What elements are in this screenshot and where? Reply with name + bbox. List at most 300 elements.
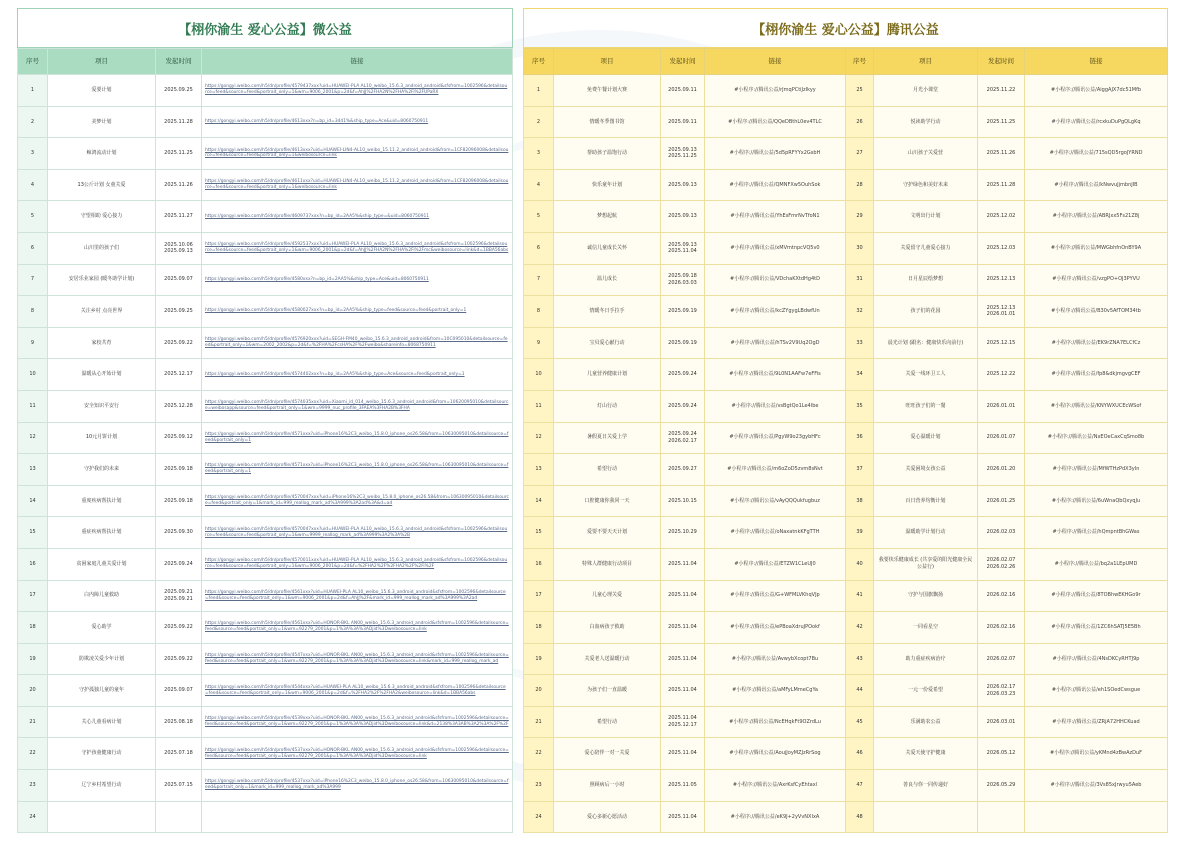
project-link[interactable] xyxy=(202,801,513,833)
start-date: 2025.08.18 xyxy=(156,706,202,738)
project-link[interactable]: #小程序://腾讯公益/rcxkuDuPgQLgKq xyxy=(1025,106,1168,138)
project-link[interactable]: https://gongyi.weibo.com/h5/dn/profile/4574035xxx?uid=Xiaomi_id_014_weibo_15.6.3_android_android&from=10620095010&detailsource=weibosapp&source=feed&portrait_only=1&wm=9999_nuc_profile_3FAEA%3FHA2B%3FHA xyxy=(202,390,513,422)
table-row xyxy=(18,517,513,549)
project-name: 温暖从心开始计划 xyxy=(48,359,156,391)
table-row xyxy=(524,548,1168,580)
table-row xyxy=(18,106,513,138)
header-project: 项目 xyxy=(48,49,156,75)
row-number: 12 xyxy=(524,422,554,454)
row-number: 2 xyxy=(524,106,554,138)
project-link[interactable]: #小程序://腾讯公益/kNwvuJjmbnJIB xyxy=(1025,169,1168,201)
project-name: 温儿成长 xyxy=(554,264,661,296)
start-date: 2025.11.26 xyxy=(156,169,202,201)
row-number: 12 xyxy=(18,422,48,454)
project-link[interactable]: #小程序://腾讯公益/rJmqPCtiJzIkyy xyxy=(705,75,846,107)
row-number: 24 xyxy=(524,801,554,833)
table-row xyxy=(18,738,513,770)
row-number: 4 xyxy=(18,169,48,201)
project-link[interactable]: #小程序://腾讯公益/eh1SOedCwsgue xyxy=(1025,675,1168,707)
header-date: 发起时间 xyxy=(661,49,705,75)
project-link[interactable]: #小程序://腾讯公益/oNaxatnkKFgTTH xyxy=(705,517,846,549)
table-row xyxy=(18,612,513,644)
start-date: 2025.09.18 xyxy=(156,485,202,517)
start-date: 2025.11.27 xyxy=(156,201,202,233)
row-number: 37 xyxy=(846,454,874,486)
start-date: 2025.12.03 xyxy=(978,232,1025,264)
project-name: 爱要计划 xyxy=(48,75,156,107)
start-date: 2025.09.24 2026.02.17 xyxy=(661,422,705,454)
row-number: 36 xyxy=(846,422,874,454)
project-name: 暑假夏日关爱上学 xyxy=(554,422,661,454)
row-number: 32 xyxy=(846,296,874,328)
table-row xyxy=(18,327,513,359)
project-link[interactable]: #小程序://腾讯公益/aMFyLMmeCgYa xyxy=(705,675,846,707)
project-link[interactable]: #小程序://腾讯公益/yKMnd4zBwAzDuF xyxy=(1025,738,1168,770)
table-row xyxy=(524,706,1168,738)
start-date: 2025.11.28 xyxy=(156,106,202,138)
project-name: 爱心温暖计划 xyxy=(874,422,978,454)
header-no: 序号 xyxy=(18,49,48,75)
start-date: 2026.05.29 xyxy=(978,770,1025,802)
row-number: 29 xyxy=(846,201,874,233)
project-link[interactable]: https://gongyi.weibo.com/h5/dn/profile/4544xxx?uid=HUAWEI-PLA AL10_weibo_15.6.3_android_android&sfsfrom=1002596&detailsource=feed&source=feed&portrait_only=1&wm=9006_2001&p=2d&f=%2FHA2%2F%2FHA2&weibosource=link&d=1BBA56abs xyxy=(202,675,513,707)
header-link: 链接 xyxy=(705,49,846,75)
row-number: 39 xyxy=(846,517,874,549)
row-number: 9 xyxy=(524,327,554,359)
project-name: 10元月饼计划 xyxy=(48,422,156,454)
project-link[interactable]: #小程序://腾讯公益/MfWTHzPdX3yIn xyxy=(1025,454,1168,486)
table-row xyxy=(524,169,1168,201)
project-link[interactable]: #小程序://腾讯公益/vAyQQQukfugbuz xyxy=(705,485,846,517)
weibo-panel-title: 【栩你渝生 爱心公益】微公益 xyxy=(17,8,513,48)
weibo-panel xyxy=(17,8,513,833)
project-name: 文明出行计划 xyxy=(874,201,978,233)
row-number: 30 xyxy=(846,232,874,264)
table-row xyxy=(524,738,1168,770)
project-link[interactable]: #小程序://腾讯公益/fp8&dkjmgvgCEF xyxy=(1025,359,1168,391)
project-link[interactable]: https://gongyi.weibo.com/h5/dn/profile/4576920xxx?uid=SEGH-FM40_weibo_15.6.3_android_android&from=10C095010&detailsource=feed&portrait_only=1&wm=2002_2002&p=2d&f=%2FHA%2FcsHA%2F%2Fweibo&shareinfo=8068750911 xyxy=(202,327,513,359)
table-row xyxy=(18,548,513,580)
project-name: 美梦计划 xyxy=(48,106,156,138)
start-date: 2025.09.22 xyxy=(156,327,202,359)
start-date: 2026.01.25 xyxy=(978,485,1025,517)
start-date: 2025.09.07 xyxy=(156,675,202,707)
row-number: 47 xyxy=(846,770,874,802)
project-link[interactable]: #小程序://腾讯公益/vzgPO+OJ3PYVU xyxy=(1025,264,1168,296)
start-date: 2025.11.04 xyxy=(661,612,705,644)
start-date: 2025.11.04 xyxy=(661,580,705,612)
weibo-table xyxy=(17,48,513,833)
project-link[interactable]: #小程序://腾讯公益/hQmpntBhGWas xyxy=(1025,517,1168,549)
project-link[interactable]: #小程序://腾讯公益/vsBgtQo1Le4Ibe xyxy=(705,390,846,422)
row-number: 38 xyxy=(846,485,874,517)
project-name: 辽宁乡村希望行动 xyxy=(48,770,156,802)
project-link[interactable]: #小程序://腾讯公益/3Vs85xJrwyu5Aeb xyxy=(1025,770,1168,802)
start-date: 2025.09.24 xyxy=(661,390,705,422)
project-name: 关注乡村 点亮世界 xyxy=(48,296,156,328)
project-link[interactable]: https://gongyi.weibo.com/h5/dn/profile/4537xxx?uid=HONOR-BKL AN00_weibo_15.6.3_android_android&sfsfrom=1002596&detailsource=feed&source=feed&portrait_only=1&wm=92279_2001&p=1%3A%3A%3ADjid%3Dweibosource=link xyxy=(202,738,513,770)
row-number: 6 xyxy=(524,232,554,264)
table-row xyxy=(524,422,1168,454)
row-number: 21 xyxy=(18,706,48,738)
project-link[interactable]: #小程序://腾讯公益/bq2a1LEpUMD xyxy=(1025,548,1168,580)
start-date: 2025.09.25 xyxy=(156,296,202,328)
project-name: 月光小课堂 xyxy=(874,75,978,107)
table-row xyxy=(524,580,1168,612)
project-link[interactable]: https://gongyi.weibo.com/h5/dn/profile/4570011xxx?uid=HUAWEI-PLA AL10_weibo_15.6.3_android_android&sfsfrom=1002596&detailsource=feed&source=feed&portrait_only=1&wm=9006_2001&p=2d&f=%2FHA2%2F%2FHA2%2F%2Fi%2F xyxy=(202,548,513,580)
header-date: 发起时间 xyxy=(156,49,202,75)
project-name: 关爱老人送温暖行动 xyxy=(554,643,661,675)
project-link[interactable]: https://gongyi.weibo.com/h5/dn/profile/4580027xxx?n=bp_id=2AA5%&ship_type=feed&source=feed&portrait_only=1 xyxy=(202,296,513,328)
start-date: 2025.11.04 xyxy=(661,675,705,707)
row-number: 34 xyxy=(846,359,874,391)
project-name: 关爱留守儿童爱心接力 xyxy=(874,232,978,264)
project-link[interactable]: #小程序://腾讯公益/ABRJxx5Fs21Z8j xyxy=(1025,201,1168,233)
weibo-header-row xyxy=(18,49,513,75)
project-link[interactable]: https://gongyi.weibo.com/h5/dn/profile/4539xxx?uid=HONOR-BKL AN00_weibo_15.6.3_android_android&sfsfrom=1002596&detailsource=feed&source=feed&portrait_only=1&wm=92279_2001&p=1%3A%3A%3ADjid%3Dweibosource=link&d=2138%3A3AB%3A2%3A%2F%2F xyxy=(202,706,513,738)
project-name: 乐满助农公益 xyxy=(874,706,978,738)
row-number: 1 xyxy=(524,75,554,107)
project-name: 山川里的孩子们 xyxy=(48,232,156,264)
project-link[interactable]: #小程序://腾讯公益/ETZW1CLeUJ0 xyxy=(705,548,846,580)
project-link[interactable]: #小程序://腾讯公益/MWGbhfnOnBY9A xyxy=(1025,232,1168,264)
project-name xyxy=(874,801,978,833)
project-name: 安居乐业家园 (暖冬助学计划) xyxy=(48,264,156,296)
start-date: 2025.11.26 xyxy=(978,138,1025,170)
project-name: 爱心助学 xyxy=(48,612,156,644)
header-link: 链接 xyxy=(1025,49,1168,75)
project-name: 旺旺孩子们的一餐 xyxy=(874,390,978,422)
row-number: 7 xyxy=(18,264,48,296)
project-link[interactable]: #小程序://腾讯公益/YhEsFmrNvTfoN1 xyxy=(705,201,846,233)
project-link[interactable]: #小程序://腾讯公益/ePBoaXdruJPOokf xyxy=(705,612,846,644)
project-name: 守护孤独儿童的童年 xyxy=(48,675,156,707)
project-name: 守护孩童健康行动 xyxy=(48,738,156,770)
project-name: 爱要不要天天计划 xyxy=(554,517,661,549)
project-link[interactable]: #小程序://腾讯公益/NcEHqkFt9OZrdLu xyxy=(705,706,846,738)
project-link[interactable]: #小程序://腾讯公益/1ZC6hSATJ5E5Bh xyxy=(1025,612,1168,644)
start-date: 2026.01.20 xyxy=(978,454,1025,486)
row-number: 44 xyxy=(846,675,874,707)
table-row xyxy=(524,675,1168,707)
project-link[interactable]: https://gongyi.weibo.com/h5/dn/profile/4613xxx?uid=HUAWEI-LIN4-AL10_weibo_15.11.2_android_android&from=1CF82096008&detailsource=feed&source=feed&portrait_only=1&weibosource=link xyxy=(202,138,513,170)
project-link[interactable]: #小程序://腾讯公益/QQeDBthL0ev4TLC xyxy=(705,106,846,138)
row-number: 35 xyxy=(846,390,874,422)
project-name: 晨光计划 (跟名：健康快乐向前行) xyxy=(874,327,978,359)
project-link[interactable]: #小程序://腾讯公益/6uWnaQbQxyqJu xyxy=(1025,485,1168,517)
start-date: 2025.09.12 xyxy=(156,422,202,454)
project-name: 灯山行动 xyxy=(554,390,661,422)
project-name: 宝贝爱心献行动 xyxy=(554,327,661,359)
table-row xyxy=(524,264,1168,296)
start-date: 2025.09.22 xyxy=(156,612,202,644)
start-date: 2025.09.24 xyxy=(156,548,202,580)
row-number: 42 xyxy=(846,612,874,644)
table-row xyxy=(524,390,1168,422)
project-name: 日月星辰绘梦想 xyxy=(874,264,978,296)
project-name: 关爱困境女孩公益 xyxy=(874,454,978,486)
start-date: 2026.02.16 xyxy=(978,580,1025,612)
project-link[interactable]: #小程序://腾讯公益/QMNFXw5OuhSok xyxy=(705,169,846,201)
project-name: 关爱一线环卫工人 xyxy=(874,359,978,391)
row-number: 46 xyxy=(846,738,874,770)
project-link[interactable]: #小程序://腾讯公益/5d5pRFYYx2GsbH xyxy=(705,138,846,170)
table-row xyxy=(18,643,513,675)
project-link[interactable]: #小程序://腾讯公益/715sQD5rgoJYRND xyxy=(1025,138,1168,170)
project-link[interactable]: #小程序://腾讯公益/NxEOeCaxCqSmo8b xyxy=(1025,422,1168,454)
row-number: 7 xyxy=(524,264,554,296)
project-name: 重度疾病帮扶计划 xyxy=(48,485,156,517)
project-name xyxy=(48,801,156,833)
start-date: 2025.09.19 xyxy=(661,327,705,359)
row-number: 16 xyxy=(18,548,48,580)
tencent-panel xyxy=(523,8,1168,833)
header-no: 序号 xyxy=(846,49,874,75)
project-link[interactable]: https://gongyi.weibo.com/h5/dn/profile/4561xxx?uid=HONOR-BKL AN00_weibo_15.6.3_android_android&sfsfrom=1002596&detailsource=feed&source=feed&portrait_only=1&wm=92279_2001&p=1%3A%3A%3ADjid%3Dweibosource=link xyxy=(202,612,513,644)
project-link[interactable]: #小程序://腾讯公益/hTSv2V9Uq2OgD xyxy=(705,327,846,359)
project-link[interactable]: https://gongyi.weibo.com/h5/dn/profile/4580xxx?n=bp_id=2AA5%&ship_type=Ace&uid=8060750911 xyxy=(202,264,513,296)
start-date: 2025.09.13 2025.11.04 xyxy=(661,232,705,264)
project-link[interactable]: #小程序://腾讯公益/KNYWXUCEcWSof xyxy=(1025,390,1168,422)
row-number: 22 xyxy=(524,738,554,770)
header-no: 序号 xyxy=(524,49,554,75)
row-number: 10 xyxy=(524,359,554,391)
project-name: 悦读助学行动 xyxy=(874,106,978,138)
start-date: 2025.09.30 xyxy=(156,517,202,549)
row-number: 28 xyxy=(846,169,874,201)
row-number: 22 xyxy=(18,738,48,770)
project-name: 爱心多新心愿活动 xyxy=(554,801,661,833)
row-number: 3 xyxy=(18,138,48,170)
project-link[interactable]: #小程序://腾讯公益/EK9rZNA7ELCfCz xyxy=(1025,327,1168,359)
project-link[interactable] xyxy=(1025,801,1168,833)
start-date: 2025.12.17 xyxy=(156,359,202,391)
project-link[interactable]: https://gongyi.weibo.com/h5/dn/profile/4561xxx?uid=HUAWEI-PLA AL10_weibo_15.6.3_android_android&sfsfrom=1002596&detailsource=feed&source=feed&portrait_only=1&wm=9006_2001&p=2d&f=AhJJ%2F&mark_id=999_reallog_mark_ad%3A999%3A2ad xyxy=(202,580,513,612)
project-link[interactable]: #小程序://腾讯公益/xMVmtnpcVQ5v0 xyxy=(705,232,846,264)
project-link[interactable]: #小程序://腾讯公益/9L0N1AAFw7eFFis xyxy=(705,359,846,391)
start-date: 2025.12.02 xyxy=(978,201,1025,233)
project-link[interactable]: #小程序://腾讯公益/PgyW9o23gybHFc xyxy=(705,422,846,454)
row-number: 20 xyxy=(18,675,48,707)
row-number: 5 xyxy=(524,201,554,233)
table-row xyxy=(524,138,1168,170)
project-link[interactable]: #小程序://腾讯公益/G+WFMLVKhqVJp xyxy=(705,580,846,612)
start-date: 2026.05.12 xyxy=(978,738,1025,770)
row-number: 23 xyxy=(524,770,554,802)
start-date: 2026.02.07 2026.02.26 xyxy=(978,548,1025,580)
project-name: 帮助孩子温饱行动 xyxy=(554,138,661,170)
start-date: 2025.09.18 xyxy=(156,454,202,486)
start-date: 2025.09.13 2025.11.25 xyxy=(661,138,705,170)
project-name: 白内障儿童救助 xyxy=(48,580,156,612)
row-number: 43 xyxy=(846,643,874,675)
table-row xyxy=(524,296,1168,328)
start-date: 2026.01.07 xyxy=(978,422,1025,454)
project-link[interactable]: #小程序://腾讯公益/AxrKsfCyEhtaxl xyxy=(705,770,846,802)
start-date: 2026.01.01 xyxy=(978,390,1025,422)
row-number: 17 xyxy=(18,580,48,612)
table-row xyxy=(524,517,1168,549)
row-number: 13 xyxy=(18,454,48,486)
project-link[interactable]: https://gongyi.weibo.com/h5/dn/profile/4613xxx?n=bp_id=3441%&ship_type=Ace&uid=8060750911 xyxy=(202,106,513,138)
project-link[interactable]: https://gongyi.weibo.com/h5/dn/profile/4609737xxx?n=bp_id=2AA5%&ship_type=&uid=8060750911 xyxy=(202,201,513,233)
start-date: 2025.11.04 xyxy=(661,643,705,675)
start-date: 2025.10.15 xyxy=(661,485,705,517)
start-date: 2025.09.21 2025.09.21 xyxy=(156,580,202,612)
project-name: 儿童心理关爱 xyxy=(554,580,661,612)
project-name: 孩子们的花园 xyxy=(874,296,978,328)
row-number: 48 xyxy=(846,801,874,833)
project-link[interactable]: #小程序://腾讯公益/8TOBhwEKHGo9r xyxy=(1025,580,1168,612)
header-project: 项目 xyxy=(874,49,978,75)
project-link[interactable]: https://gongyi.weibo.com/h5/dn/profile/4579437xxx?uid=HUAWEI-PLA AL10_weibo_15.6.3_android_android&sfsfrom=1002596&detailsource=feed&source=feed&portrait_only=1&wm=9006_2001&p=2d&f=AhJJ%2FHA2N%2FHA%2Fi%2FUPaRX xyxy=(202,75,513,107)
row-number: 5 xyxy=(18,201,48,233)
start-date: 2025.09.22 xyxy=(156,643,202,675)
table-row xyxy=(18,801,513,833)
project-name: 照顾病后一小时 xyxy=(554,770,661,802)
table-row xyxy=(18,264,513,296)
table-row xyxy=(524,770,1168,802)
row-number: 20 xyxy=(524,675,554,707)
project-link[interactable]: #小程序://腾讯公益/m6oZoD5zvm8sNvt xyxy=(705,454,846,486)
table-row xyxy=(524,327,1168,359)
project-name: 梦想起航 xyxy=(554,201,661,233)
project-link[interactable]: https://gongyi.weibo.com/h5/dn/profile/4570047xxx?uid=iPhone16%2C3_weibo_15.8.0_iphone_os26.58&from=10630095010&detailsource=feed&portrait_only=1&mark_id=999_reallog_mark_ad%3A999%3A2ad%3A&d=ad xyxy=(202,485,513,517)
header-date: 发起时间 xyxy=(978,49,1025,75)
start-date: 2025.09.07 xyxy=(156,264,202,296)
start-date: 2026.03.01 xyxy=(978,706,1025,738)
project-name: 为孩子们一直温暖 xyxy=(554,675,661,707)
project-link[interactable]: #小程序://腾讯公益/ZRjA72HHCKuad xyxy=(1025,706,1168,738)
project-link[interactable]: https://gongyi.weibo.com/h5/dn/profile/4537xxx?uid=iPhone16%2C3_weibo_15.8.0_iphone_os26.58&from=10630095010&detailsource=feed&portrait_only=1&mark_id=999_reallog_mark_ad%3A999 xyxy=(202,770,513,802)
project-name: 13公斤计划 女童关爱 xyxy=(48,169,156,201)
project-link[interactable]: https://gongyi.weibo.com/h5/dn/profile/4611xxx?uid=HUAWEI-LIN4-AL10_weibo_15.11.2_android_android&from=1CF82096008&detailsource=feed&source=feed&portrait_only=1&weibosource=link xyxy=(202,169,513,201)
row-number: 33 xyxy=(846,327,874,359)
project-name: 情暖冬日手拉手 xyxy=(554,296,661,328)
table-row xyxy=(18,75,513,107)
row-number: 27 xyxy=(846,138,874,170)
tencent-header-row xyxy=(524,49,1168,75)
project-name: 希望行动 xyxy=(554,454,661,486)
start-date: 2026.02.17 2026.03.23 xyxy=(978,675,1025,707)
project-name: 白血病孩子救助 xyxy=(554,612,661,644)
project-link[interactable]: https://gongyi.weibo.com/h5/dn/profile/4547xxx?uid=HONOR-BKL AN00_weibo_15.6.3_android_android&sfsfrom=1002596&detailsource=feed&source=feed&portrait_only=1&wm=92279_2001&p=1%3A%3A%3ADjid%3Dweibosource=link&mark_id=999_reallog_mark_ad xyxy=(202,643,513,675)
project-link[interactable]: https://gongyi.weibo.com/h5/dn/profile/4574402xxx?n=bp_id=2AA5%&ship_type=Ace&source=feed&portrait_only=1 xyxy=(202,359,513,391)
project-name: 一同看星空 xyxy=(874,612,978,644)
row-number: 40 xyxy=(846,548,874,580)
project-name: 爱心陪伴一对一关爱 xyxy=(554,738,661,770)
table-row xyxy=(18,390,513,422)
table-row xyxy=(524,801,1168,833)
row-number: 18 xyxy=(18,612,48,644)
start-date: 2025.09.25 xyxy=(156,75,202,107)
start-date: 2025.09.11 xyxy=(661,106,705,138)
project-link[interactable]: https://gongyi.weibo.com/h5/dn/profile/4571xxx?uid=iPhone16%2C3_weibo_15.8.0_iphone_os26.58&from=10630095010&detailsource=feed&portrait_only=1 xyxy=(202,422,513,454)
row-number: 15 xyxy=(524,517,554,549)
start-date: 2026.02.03 xyxy=(978,517,1025,549)
start-date: 2025.12.15 xyxy=(978,327,1025,359)
project-name: 特殊人群健康行动项目 xyxy=(554,548,661,580)
start-date: 2025.07.15 xyxy=(156,770,202,802)
start-date: 2025.11.04 xyxy=(661,801,705,833)
start-date: 2025.11.04 xyxy=(661,738,705,770)
table-row xyxy=(18,138,513,170)
project-name: 我要快乐健康成长 (共享爱的阳光健康全民公益行) xyxy=(874,548,978,580)
row-number: 2 xyxy=(18,106,48,138)
start-date: 2026.02.07 xyxy=(978,643,1025,675)
project-name: 儿童营养健康计划 xyxy=(554,359,661,391)
project-name: 关心儿童看病计划 xyxy=(48,706,156,738)
table-row xyxy=(18,706,513,738)
row-number: 25 xyxy=(846,75,874,107)
project-link[interactable]: https://gongyi.weibo.com/h5/dn/profile/4570047xxx?uid=HUAWEI-PLA AL10_weibo_15.6.3_android_android&sfsfrom=1002596&detailsource=feed&source=feed&portrait_only=1&wm=9999_reallog_mark_ad%3A999%3A2%3A%2B xyxy=(202,517,513,549)
header-link: 链接 xyxy=(202,49,513,75)
row-number: 19 xyxy=(524,643,554,675)
start-date: 2025.09.24 xyxy=(661,359,705,391)
start-date: 2026.02.16 xyxy=(978,612,1025,644)
project-name: 山川孩子关爱营 xyxy=(874,138,978,170)
start-date: 2025.11.28 xyxy=(978,169,1025,201)
row-number: 8 xyxy=(524,296,554,328)
row-number: 4 xyxy=(524,169,554,201)
start-date: 2025.12.13 xyxy=(978,264,1025,296)
table-row xyxy=(524,232,1168,264)
table-row xyxy=(18,169,513,201)
start-date xyxy=(156,801,202,833)
project-name: 守护与国旗飘扬 xyxy=(874,580,978,612)
row-number: 16 xyxy=(524,548,554,580)
project-name: 百日营养均衡计划 xyxy=(874,485,978,517)
start-date: 2025.09.19 xyxy=(661,296,705,328)
row-number: 45 xyxy=(846,706,874,738)
project-name: 关爱天使守护健康 xyxy=(874,738,978,770)
project-link[interactable]: #小程序://腾讯公益/B30v5AfTOM34tb xyxy=(1025,296,1168,328)
project-link[interactable]: #小程序://腾讯公益/VDchaKXtdHg4tD xyxy=(705,264,846,296)
project-link[interactable]: #小程序://腾讯公益/AoujJoyMZJzRrSog xyxy=(705,738,846,770)
project-link[interactable]: https://gongyi.weibo.com/h5/dn/profile/4571xxx?uid=iPhone16%2C3_weibo_15.8.0_iphone_os26.58&from=10630095010&detailsource=feed&portrait_only=1 xyxy=(202,454,513,486)
project-name: 诚信儿童成长关怀 xyxy=(554,232,661,264)
project-link[interactable]: #小程序://腾讯公益/AvwybXcopt7Bu xyxy=(705,643,846,675)
table-row xyxy=(524,359,1168,391)
project-name: 守护我们的未来 xyxy=(48,454,156,486)
project-name: 鲸鸿流动计划 xyxy=(48,138,156,170)
project-name: 重症疾病帮扶计划 xyxy=(48,517,156,549)
project-name: 助力重症疾病治疗 xyxy=(874,643,978,675)
project-name: 快乐童年计划 xyxy=(554,169,661,201)
table-row xyxy=(524,485,1168,517)
project-link[interactable]: #小程序://腾讯公益/4NsDKCyRHTJ9p xyxy=(1025,643,1168,675)
project-link[interactable]: #小程序://腾讯公益/eK9J+2yVvNXIxA xyxy=(705,801,846,833)
row-number: 10 xyxy=(18,359,48,391)
row-number: 26 xyxy=(846,106,874,138)
tencent-table xyxy=(523,48,1168,833)
row-number: 14 xyxy=(524,485,554,517)
project-name: 守护绿色和美好未来 xyxy=(874,169,978,201)
table-row xyxy=(524,612,1168,644)
table-row xyxy=(524,454,1168,486)
start-date: 2025.07.18 xyxy=(156,738,202,770)
project-name: 免费午餐计划大赛 xyxy=(554,75,661,107)
project-link[interactable]: #小程序://腾讯公益/kcZYgygLBdwfUn xyxy=(705,296,846,328)
row-number: 6 xyxy=(18,232,48,264)
tencent-panel-title: 【栩你渝生 爱心公益】腾讯公益 xyxy=(523,8,1168,48)
project-name: 一元一份爱希望 xyxy=(874,675,978,707)
table-row xyxy=(18,422,513,454)
project-link[interactable]: https://gongyi.weibo.com/h5/dn/profile/4592537xxx?uid=HUAWEI-PLA AL10_weibo_15.6.3_android_android&sfsfrom=1002596&detailsource=feed&source=feed&portrait_only=1&wm=9006_2001&p=2d&f=AhJJ%2FHA2N%2FHA%2Fi%2Fmc&weibosource=link&d=1BBA56abs xyxy=(202,232,513,264)
project-link[interactable]: #小程序://腾讯公益/AiggAJX7dc51Mfb xyxy=(1025,75,1168,107)
row-number: 31 xyxy=(846,264,874,296)
start-date: 2025.09.13 xyxy=(661,201,705,233)
